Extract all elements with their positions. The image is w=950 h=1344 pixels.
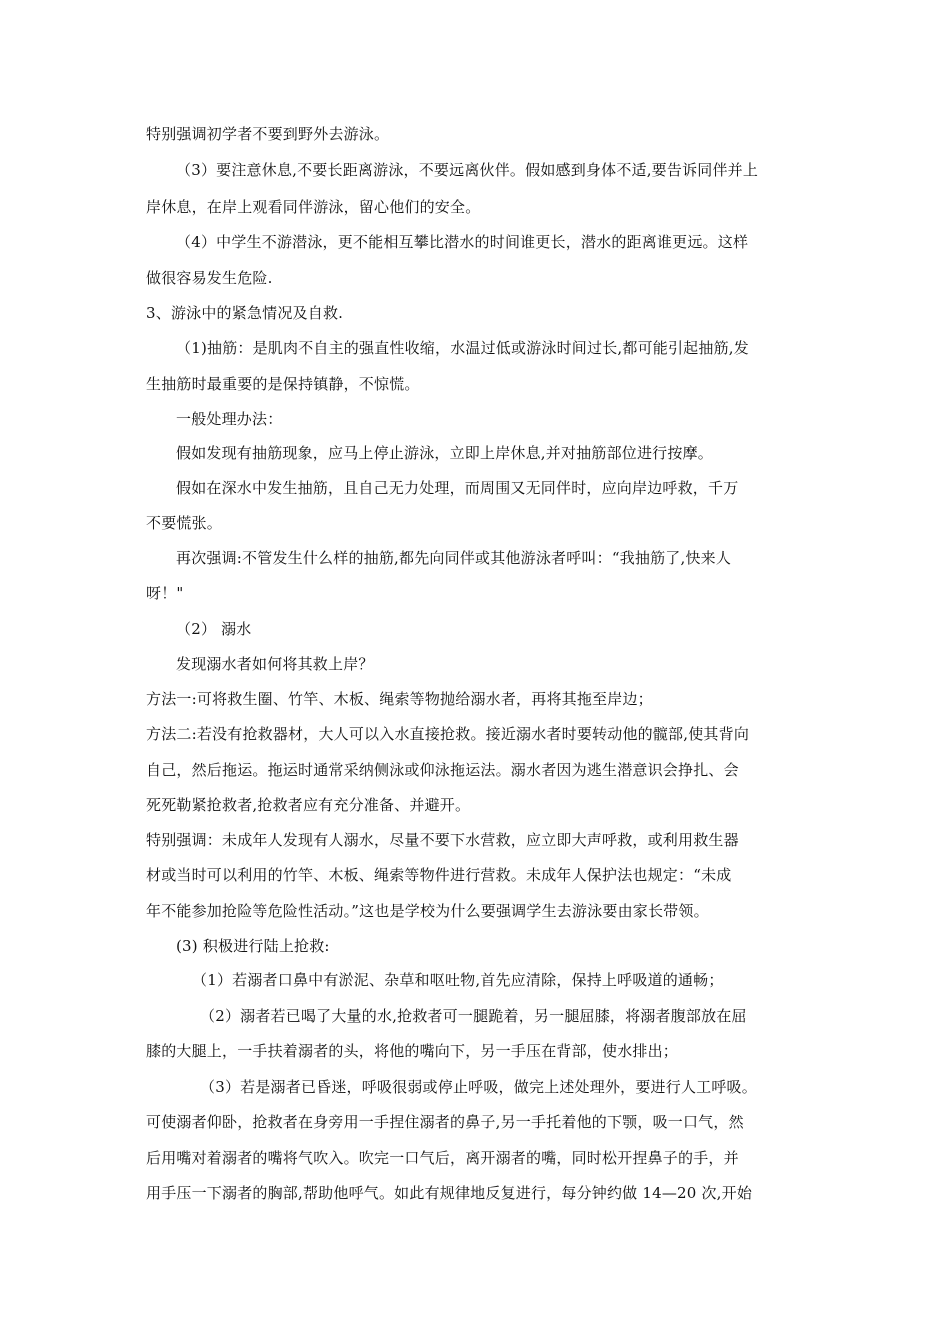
- section-heading: （2） 溺水: [176, 620, 252, 638]
- section-heading: 3、游泳中的紧急情况及自救.: [146, 304, 344, 322]
- text-line: 方法二:若没有抢救器材，大人可以入水直接抢救。接近溺水者时要转动他的髋部,使其背向: [146, 725, 750, 743]
- text-line: 特别强调初学者不要到野外去游泳。: [146, 125, 390, 143]
- text-line: 用手压一下溺者的胸部,帮助他呼气。如此有规律地反复进行，每分钟约做 14—20 次,开始: [146, 1184, 753, 1202]
- text-line: 特别强调：未成年人发现有人溺水，尽量不要下水营救，应立即大声呼救，或利用救生器: [146, 831, 739, 849]
- text-line: （4）中学生不游潜泳，更不能相互攀比潜水的时间谁更长，潜水的距离谁更远。这样: [176, 233, 749, 251]
- text-line: 材或当时可以利用的竹竿、木板、绳索等物件进行营救。未成年人保护法也规定：“未成: [146, 866, 732, 884]
- text-line: 岸休息，在岸上观看同伴游泳，留心他们的安全。: [146, 198, 481, 216]
- text-line: 不要慌张。: [146, 514, 223, 532]
- text-line: （1)抽筋：是肌肉不自主的强直性收缩，水温过低或游泳时间过长,都可能引起抽筋,发: [176, 339, 749, 357]
- text-line: 后用嘴对着溺者的嘴将气吹入。吹完一口气后，离开溺者的嘴，同时松开捏鼻子的手，并: [146, 1149, 739, 1167]
- text-line: 做很容易发生危险.: [146, 269, 273, 287]
- text-line: （3）要注意休息,不要长距离游泳，不要远离伙伴。假如感到身体不适,要告诉同伴并上: [176, 161, 759, 179]
- text-line: （1）若溺者口鼻中有淤泥、杂草和呕吐物,首先应清除，保持上呼吸道的通畅；: [192, 971, 724, 989]
- text-line: 死死勒紧抢救者,抢救者应有充分准备、并避开。: [146, 796, 471, 814]
- text-line: 生抽筋时最重要的是保持镇静，不惊慌。: [146, 375, 420, 393]
- text-line: 假如发现有抽筋现象，应马上停止游泳，立即上岸休息,并对抽筋部位进行按摩。: [176, 444, 713, 462]
- text-line: 再次强调:不管发生什么样的抽筋,都先向同伴或其他游泳者呼叫：“我抽筋了,快来人: [176, 549, 732, 567]
- text-line: 呀！": [146, 584, 184, 602]
- text-line: 自己，然后拖运。拖运时通常采纳侧泳或仰泳拖运法。溺水者因为逃生潜意识会挣扎、会: [146, 761, 739, 779]
- text-line: （3）若是溺者已昏迷，呼吸很弱或停止呼吸，做完上述处理外，要进行人工呼吸。: [200, 1078, 757, 1096]
- text-line: 假如在深水中发生抽筋，且自己无力处理，而周围又无同伴时，应向岸边呼救，千万: [176, 479, 739, 497]
- section-heading: (3) 积极进行陆上抢救:: [176, 937, 330, 955]
- text-line: 年不能参加抢险等危险性活动。”这也是学校为什么要强调学生去游泳要由家长带领。: [146, 902, 709, 920]
- text-line: 可使溺者仰卧，抢救者在身旁用一手捏住溺者的鼻子,另一手托着他的下颚，吸一口气，然: [146, 1113, 744, 1131]
- text-line: 发现溺水者如何将其救上岸？: [176, 655, 374, 673]
- text-line: 一般处理办法：: [176, 410, 283, 428]
- text-line: （2）溺者若已喝了大量的水,抢救者可一腿跪着，另一腿屈膝，将溺者腹部放在屈: [200, 1007, 747, 1025]
- text-line: 方法一:可将救生圈、竹竿、木板、绳索等物抛给溺水者，再将其拖至岸边；: [146, 690, 653, 708]
- text-line: 膝的大腿上，一手扶着溺者的头，将他的嘴向下，另一手压在背部，使水排出；: [146, 1042, 679, 1060]
